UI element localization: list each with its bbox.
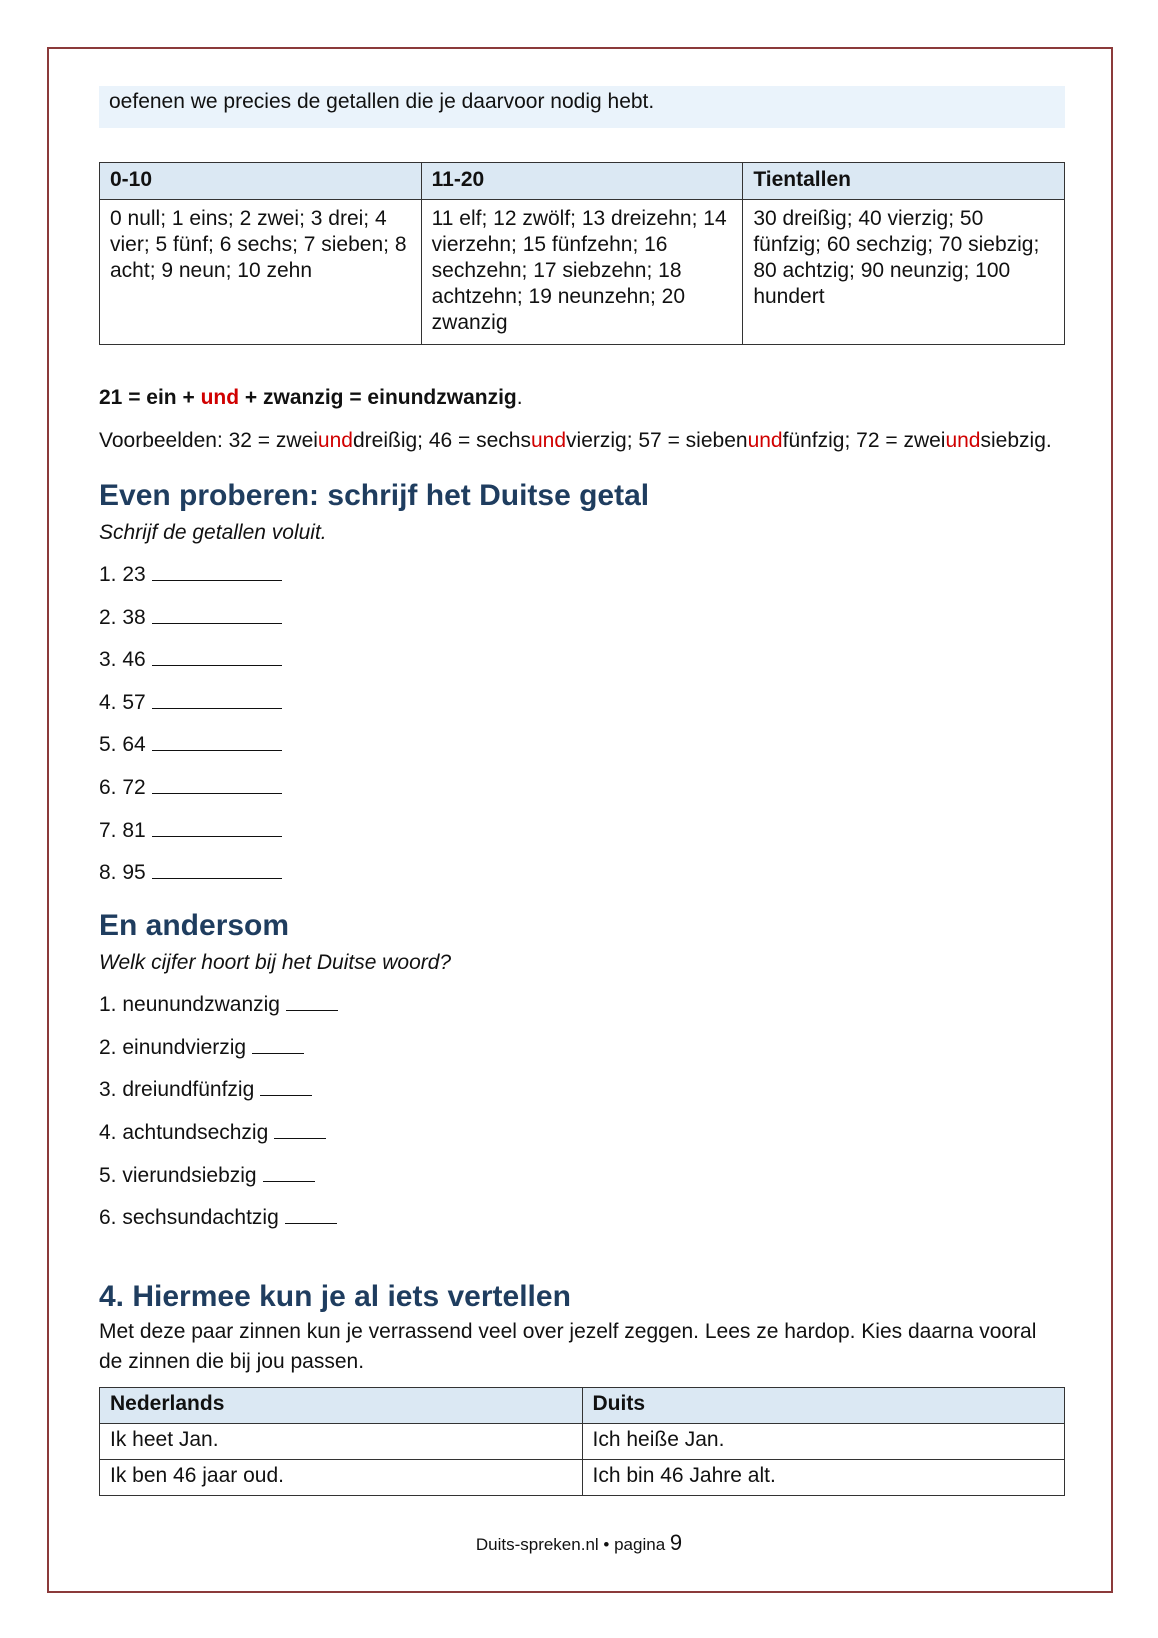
answer-blank[interactable] [152, 858, 282, 879]
answer-blank[interactable] [263, 1161, 315, 1182]
rule-part1: 21 = ein + [99, 386, 201, 409]
exercise-list-try [99, 560, 1065, 886]
page-footer [0, 1530, 1158, 1556]
list-item [99, 560, 1065, 588]
list-item [99, 773, 1065, 801]
table-cell: Ik heet Jan. [100, 1424, 583, 1460]
list-item [99, 730, 1065, 758]
item-label: 3. 46 [99, 648, 146, 672]
phrases-table [99, 1387, 1065, 1496]
list-item [99, 603, 1065, 631]
answer-blank[interactable] [152, 688, 282, 709]
list-item [99, 1161, 1065, 1189]
table-cell: 0 null; 1 eins; 2 zwei; 3 drei; 4 vier; 5 fünf; 6 sechs; 7 sieben; 8 acht; 9 neun; 10 zehn [100, 200, 422, 345]
instruction-reverse: Welk cijfer hoort bij het Duitse woord? [99, 951, 452, 975]
table-header-cell: Duits [582, 1388, 1065, 1424]
answer-blank[interactable] [152, 645, 282, 666]
examples-segment: siebzig. [980, 429, 1052, 452]
und-highlight: und [530, 429, 567, 452]
und-highlight: und [317, 429, 353, 452]
item-label: 3. dreiundfünfzig [99, 1078, 255, 1102]
examples-segment: fünfzig; 72 = zwei [782, 429, 946, 452]
table-cell: Ich heiße Jan. [582, 1424, 1065, 1460]
item-label: 5. vierundsiebzig [99, 1163, 257, 1187]
intro-text: oefenen we precies de getallen die je daarvoor nodig hebt. [109, 90, 655, 113]
table-cell: 11 elf; 12 zwölf; 13 dreizehn; 14 vierzehn; 15 fünfzehn; 16 sechzehn; 17 siebzehn; 18 achtzehn; 19 neunzehn; 20 zwanzig [421, 200, 743, 345]
answer-blank[interactable] [152, 560, 282, 581]
table-cell: 30 dreißig; 40 vierzig; 50 fünfzig; 60 sechzig; 70 siebzig; 80 achtzig; 90 neunzig; 100 hundert [743, 200, 1065, 345]
exercise-list-reverse [99, 990, 1065, 1231]
item-label: 1. neunundzwanzig [99, 993, 280, 1017]
answer-blank[interactable] [286, 990, 338, 1011]
item-label: 6. 72 [99, 775, 146, 799]
item-label: 1. 23 [99, 563, 146, 586]
footer-page-number: 9 [669, 1530, 683, 1555]
list-item [99, 688, 1065, 716]
examples-lead: Voorbeelden: 32 = zwei [99, 429, 318, 452]
table-row [100, 200, 1065, 345]
rule-highlight: und [200, 386, 240, 409]
rule-part2: + zwanzig = einundzwanzig [239, 386, 517, 409]
und-highlight: und [747, 429, 783, 452]
item-label: 7. 81 [99, 818, 146, 842]
table-header-cell: Tientallen [743, 163, 1065, 200]
table-header-cell: Nederlands [100, 1388, 583, 1424]
section-paragraph: Met deze paar zinnen kun je verrassend veel over jezelf zeggen. Lees ze hardop. Kies daarna vooral de zinnen die bij jou passen. [99, 1320, 1037, 1374]
und-highlight: und [945, 429, 981, 452]
table-header-cell: 11-20 [421, 163, 743, 200]
list-item [99, 1203, 1065, 1231]
list-item [99, 1033, 1065, 1061]
rule-end: . [516, 386, 523, 409]
answer-blank[interactable] [152, 816, 282, 837]
page-content [99, 86, 1065, 1496]
item-label: 5. 64 [99, 733, 146, 757]
footer-bullet: • [603, 1535, 610, 1554]
item-label: 2. einundvierzig [99, 1035, 247, 1059]
footer-site: Duits-spreken.nl [475, 1535, 599, 1554]
table-row [100, 1424, 1065, 1460]
table-header-cell: 0-10 [100, 163, 422, 200]
item-label: 6. sechsundachtzig [99, 1206, 279, 1230]
table-header-row [100, 163, 1065, 200]
answer-blank[interactable] [285, 1203, 337, 1224]
answer-blank[interactable] [252, 1033, 304, 1054]
item-label: 8. 95 [99, 861, 146, 885]
item-label: 4. 57 [99, 690, 146, 714]
table-header-row [100, 1388, 1065, 1424]
list-item [99, 990, 1065, 1018]
section-heading-try: Even proberen: schrijf het Duitse getal [99, 479, 650, 512]
list-item [99, 1075, 1065, 1103]
item-label: 2. 38 [99, 605, 146, 629]
rule-line [99, 385, 1065, 411]
table-cell: Ich bin 46 Jahre alt. [582, 1460, 1065, 1496]
list-item [99, 645, 1065, 673]
footer-page-label: pagina [614, 1535, 666, 1554]
answer-blank[interactable] [274, 1118, 326, 1139]
numbers-table [99, 162, 1065, 345]
list-item [99, 816, 1065, 844]
examples-line [99, 425, 1065, 456]
item-label: 4. achtundsechzig [99, 1120, 269, 1144]
list-item [99, 858, 1065, 886]
instruction-try: Schrijf de getallen voluit. [99, 521, 327, 544]
table-cell: Ik ben 46 jaar oud. [100, 1460, 583, 1496]
answer-blank[interactable] [152, 730, 282, 751]
examples-segment: dreißig; 46 = sechs [352, 429, 531, 452]
section-heading-four: 4. Hiermee kun je al iets vertellen [99, 1280, 571, 1314]
answer-blank[interactable] [152, 773, 282, 794]
examples-segment: vierzig; 57 = sieben [566, 429, 748, 452]
section-heading-reverse: En andersom [99, 909, 290, 943]
table-row [100, 1460, 1065, 1496]
answer-blank[interactable] [260, 1075, 312, 1096]
answer-blank[interactable] [152, 603, 282, 624]
intro-box [99, 86, 1065, 128]
list-item [99, 1118, 1065, 1146]
